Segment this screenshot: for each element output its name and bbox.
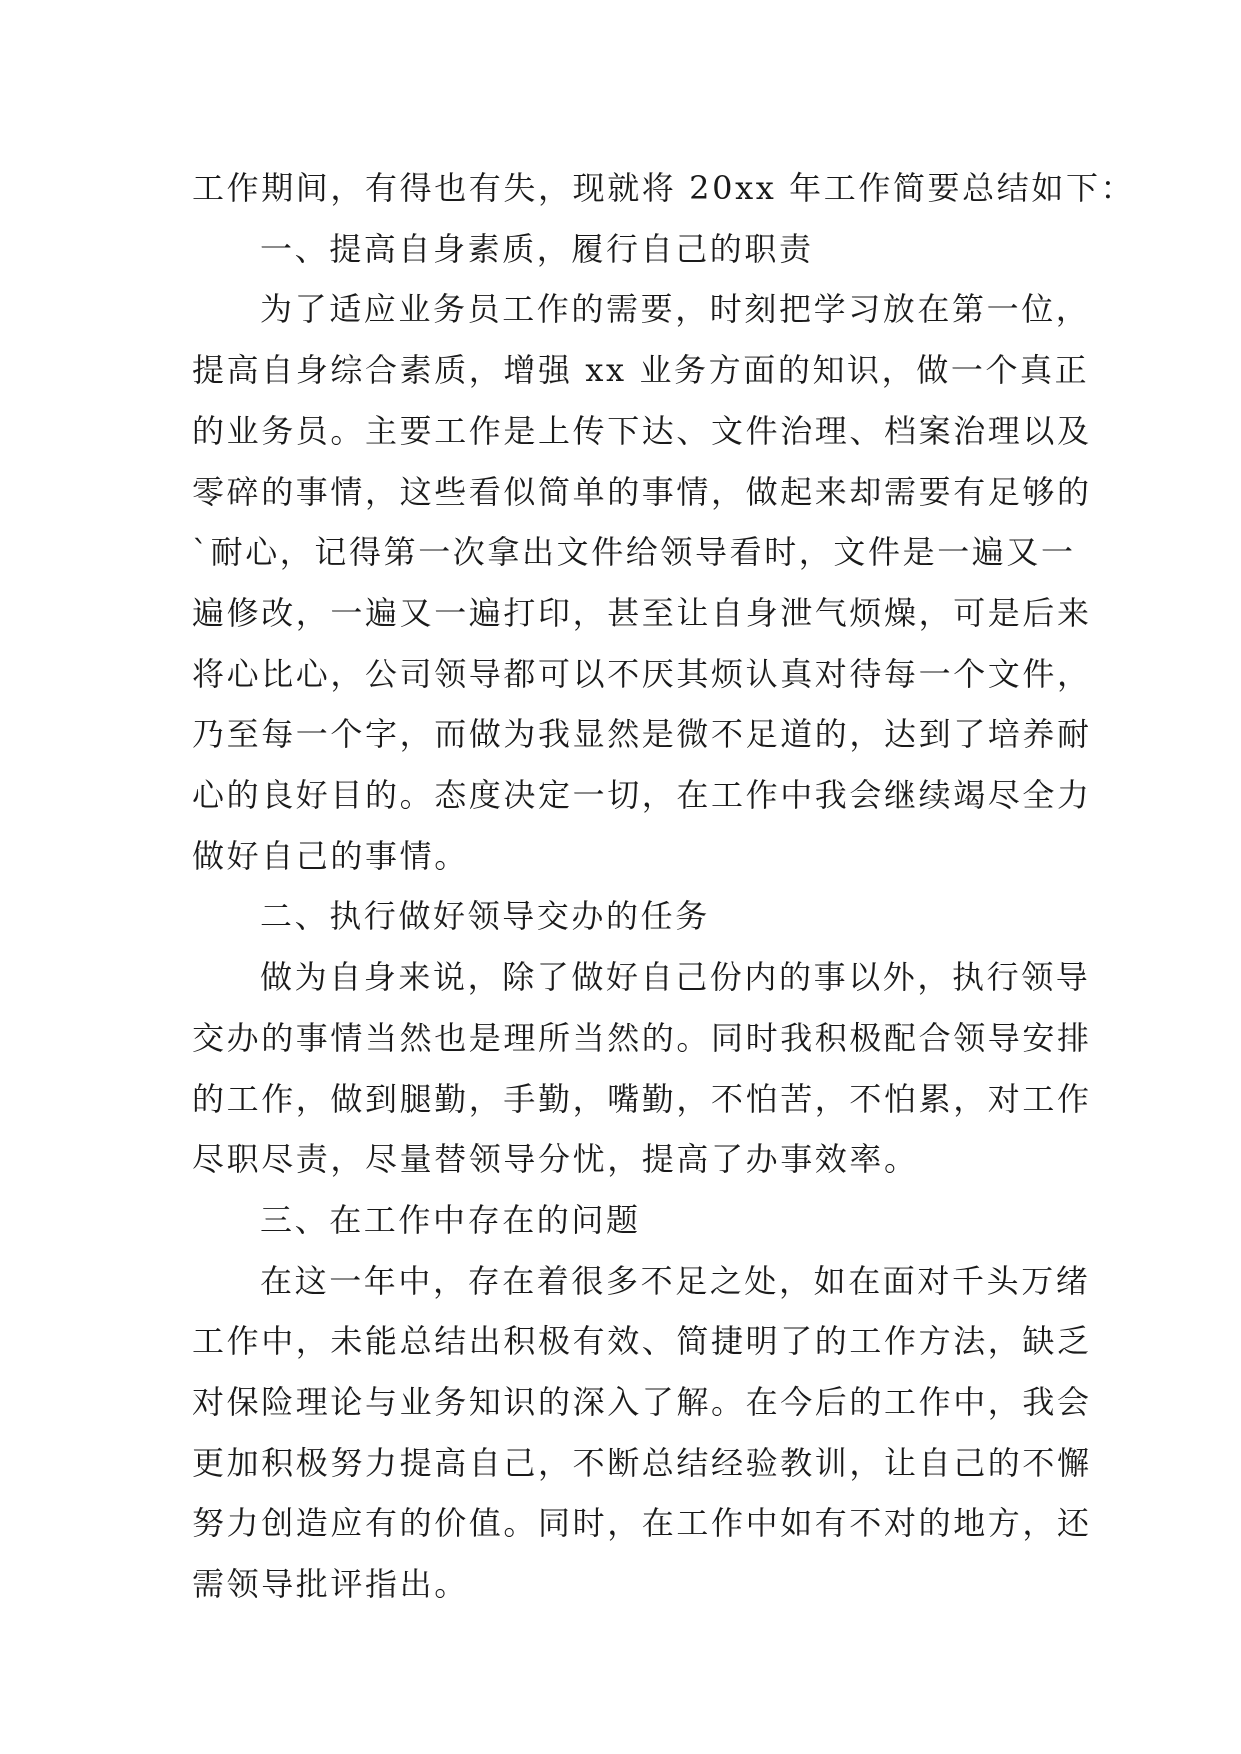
body-line: 心的良好目的。态度决定一切，在工作中我会继续竭尽全力 [192,776,1092,815]
body-line: 对保险理论与业务知识的深入了解。在今后的工作中，我会 [192,1383,1092,1422]
section-heading: 二、执行做好领导交办的任务 [260,897,710,936]
body-line: 乃至每一个字，而做为我显然是微不足道的，达到了培养耐 [192,715,1092,754]
body-line: 交办的事情当然也是理所当然的。同时我积极配合领导安排 [192,1018,1092,1057]
body-line: 更加积极努力提高自己，不断总结经验教训，让自己的不懈 [192,1443,1092,1482]
body-line: 在这一年中，存在着很多不足之处，如在面对千头万绪 [260,1261,1091,1300]
body-line: 提高自身综合素质，增强 xx 业务方面的知识，做一个真正 [192,351,1090,390]
body-line: 工作中，未能总结出积极有效、简捷明了的工作方法，缺乏 [192,1322,1092,1361]
body-line: 的业务员。主要工作是上传下达、文件治理、档案治理以及 [192,411,1092,450]
body-line: 为了适应业务员工作的需要，时刻把学习放在第一位， [260,290,1091,329]
section-heading: 三、在工作中存在的问题 [260,1200,641,1239]
body-line: 的工作，做到腿勤，手勤，嘴勤，不怕苦，不怕累，对工作 [192,1079,1092,1118]
body-line: 做好自己的事情。 [192,836,469,875]
document-body [192,158,1136,1615]
body-line: 需领导批评指出。 [192,1565,469,1604]
body-line: 将心比心，公司领导都可以不厌其烦认真对待每一个文件， [192,654,1092,693]
body-line: 努力创造应有的价值。同时，在工作中如有不对的地方，还 [192,1504,1092,1543]
section-heading: 一、提高自身素质，履行自己的职责 [260,229,814,268]
body-line: 尽职尽责，尽量替领导分忧，提高了办事效率。 [192,1140,919,1179]
body-line: 零碎的事情，这些看似简单的事情，做起来却需要有足够的 [192,472,1092,511]
body-line: 工作期间，有得也有失，现就将 20xx 年工作简要总结如下： [192,169,1136,207]
body-line: 遍修改，一遍又一遍打印，甚至让自身泄气烦燥，可是后来 [192,593,1092,632]
body-line: `耐心，记得第一次拿出文件给领导看时，文件是一遍又一 [192,533,1076,572]
body-line: 做为自身来说，除了做好自己份内的事以外，执行领导 [260,958,1091,997]
